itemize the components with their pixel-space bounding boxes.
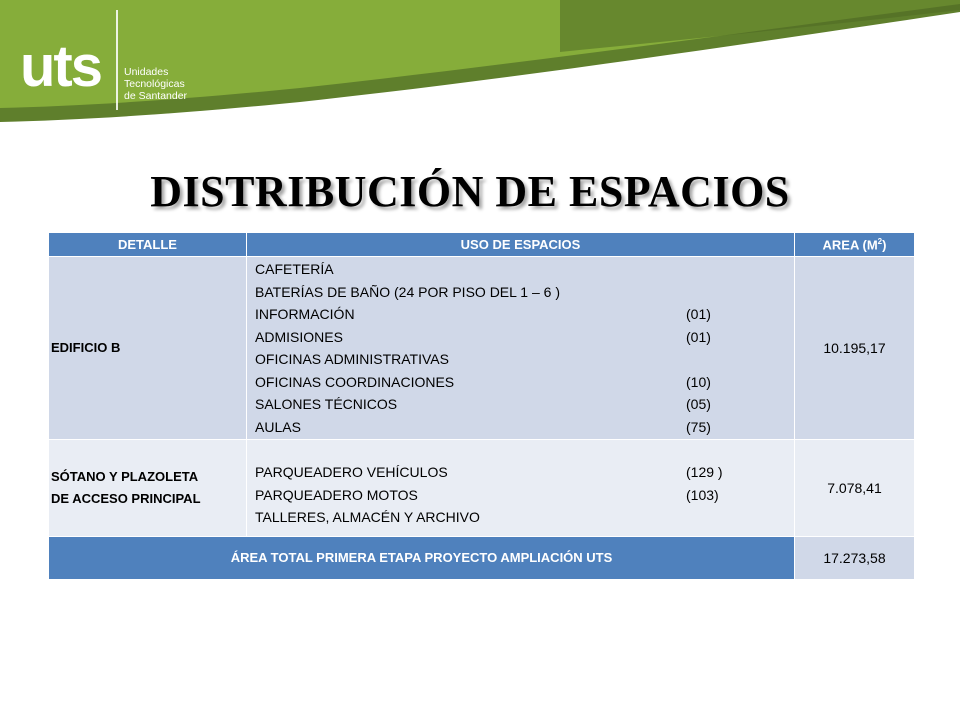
logo-line-2: Tecnológicas	[124, 78, 185, 90]
uts-logo	[20, 10, 220, 110]
row-area: 7.078,41	[795, 440, 915, 537]
total-label: ÁREA TOTAL PRIMERA ETAPA PROYECTO AMPLIACIÓN UTS	[49, 536, 795, 579]
item-name: PARQUEADERO VEHÍCULOS	[255, 464, 448, 480]
list-item	[255, 258, 786, 281]
list-item	[255, 416, 786, 439]
total-value: 17.273,58	[795, 536, 915, 579]
header-uso: USO DE ESPACIOS	[247, 233, 795, 257]
list-item	[255, 506, 786, 529]
list-item	[255, 461, 786, 484]
header-area	[795, 233, 915, 257]
detalle-line-1: SÓTANO Y PLAZOLETA	[51, 468, 199, 484]
item-name: INFORMACIÓN	[255, 306, 355, 322]
item-name: CAFETERÍA	[255, 261, 334, 277]
list-item	[255, 393, 786, 416]
row-detalle	[49, 440, 247, 537]
slide-title: DISTRIBUCIÓN DE ESPACIOS	[150, 167, 790, 216]
list-item	[255, 303, 786, 326]
table-row	[49, 257, 915, 440]
detalle-line-2: DE ACCESO PRINCIPAL	[51, 490, 201, 506]
table-header-row	[49, 233, 915, 257]
item-qty: (05)	[686, 396, 711, 412]
header-detalle: DETALLE	[49, 233, 247, 257]
item-name: OFICINAS COORDINACIONES	[255, 373, 455, 390]
item-name: TALLERES, ALMACÉN Y ARCHIVO	[255, 509, 480, 525]
item-name: BATERÍAS DE BAÑO (24 POR PISO DEL 1 – 6 )	[255, 283, 560, 300]
logo-line-3: de Santander	[124, 90, 188, 102]
table-row	[49, 440, 915, 537]
item-name: ADMISIONES	[255, 328, 343, 345]
header-area-close: )	[882, 237, 887, 253]
total-row	[49, 536, 915, 579]
distribution-table	[48, 232, 915, 580]
row-detalle: EDIFICIO B	[49, 257, 247, 440]
item-qty: (75)	[686, 418, 711, 435]
logo-brand: uts	[20, 34, 101, 99]
item-name: AULAS	[255, 418, 301, 435]
list-item	[255, 326, 786, 349]
item-qty: (103)	[686, 486, 719, 503]
list-item	[255, 484, 786, 507]
row-uso-list	[247, 257, 795, 440]
list-item	[255, 348, 786, 371]
item-name: PARQUEADERO MOTOS	[255, 486, 418, 503]
list-item	[255, 371, 786, 394]
item-qty: (129 )	[686, 464, 723, 480]
item-qty: (01)	[686, 328, 711, 345]
item-qty: (10)	[686, 373, 711, 390]
logo-line-1: Unidades	[124, 66, 169, 78]
logo-subtitle	[124, 66, 187, 102]
row-area: 10.195,17	[795, 257, 915, 440]
header-area-sup: 2	[877, 236, 883, 246]
item-name: OFICINAS ADMINISTRATIVAS	[255, 351, 449, 367]
logo-divider	[116, 10, 118, 110]
item-qty: (01)	[686, 306, 711, 322]
header-area-text: AREA (M	[822, 237, 878, 253]
list-item	[255, 281, 786, 304]
row-uso-list	[247, 440, 795, 537]
item-name: SALONES TÉCNICOS	[255, 396, 398, 412]
